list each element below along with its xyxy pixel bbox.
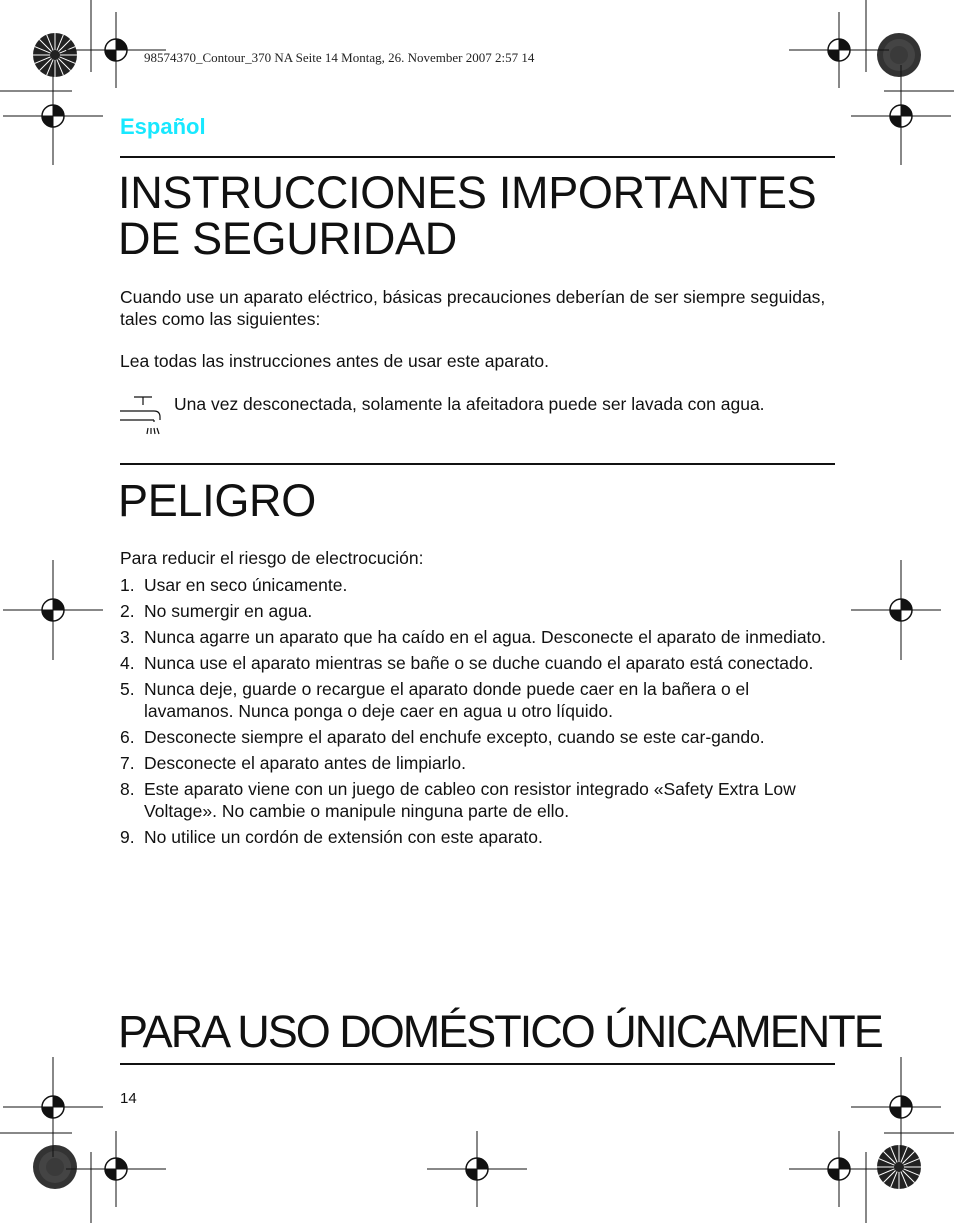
list-item-number: 1. [120,575,135,595]
list-item-number: 7. [120,753,135,773]
list-item-number: 2. [120,601,135,621]
list-item [120,752,840,774]
print-slug: 98574370_Contour_370 NA Seite 14 Montag, 26. November 2007 2:57 14 [144,50,535,65]
danger-intro: Para reducir el riesgo de electrocución: [120,548,424,568]
list-item [120,652,840,674]
title-line-1: INSTRUCCIONES IMPORTANTES [118,167,817,218]
divider [120,1063,835,1065]
list-item-number: 3. [120,627,135,647]
washable-notice-text: Una vez desconectada, solamente la afeitadora puede ser lavada con agua. [174,394,765,414]
language-heading: Español [120,114,206,139]
danger-heading: PELIGRO [118,475,316,526]
list-item [120,574,840,596]
read-all-paragraph: Lea todas las instrucciones antes de usar este aparato. [120,351,550,371]
list-item-text: Usar en seco únicamente. [144,575,348,595]
list-item-number: 9. [120,827,135,847]
danger-list [120,574,840,852]
divider [120,156,835,158]
list-item [120,778,840,822]
faucet-washable-icon [118,396,164,438]
list-item-text: Desconecte siempre el aparato del enchufe excepto, cuando se este car-gando. [144,727,765,747]
list-item-text: Nunca deje, guarde o recargue el aparato donde puede caer en la bañera o el lavamanos. Nunca ponga o deje caer en agua u otro líquido. [144,679,750,721]
list-item-text: Nunca use el aparato mientras se bañe o se duche cuando el aparato está conectado. [144,653,814,673]
list-item [120,626,840,648]
list-item [120,678,840,722]
list-item [120,826,840,848]
page-number: 14 [120,1090,137,1107]
list-item-number: 4. [120,653,135,673]
title-line-2: DE SEGURIDAD [118,213,457,264]
list-item-number: 5. [120,679,135,699]
list-item-text: No sumergir en agua. [144,601,313,621]
list-item [120,726,840,748]
list-item-number: 6. [120,727,135,747]
divider [120,463,835,465]
intro-paragraph: Cuando use un aparato eléctrico, básicas precauciones deberían de ser siempre seguidas, tales como las siguientes: [120,287,826,329]
page-title [118,167,817,264]
list-item [120,600,840,622]
list-item-number: 8. [120,779,135,799]
list-item-text: Desconecte el aparato antes de limpiarlo. [144,753,466,773]
footer-heading: PARA USO DOMÉSTICO ÚNICAMENTE [118,1006,882,1057]
list-item-text: Nunca agarre un aparato que ha caído en el agua. Desconecte el aparato de inmediato. [144,627,827,647]
list-item-text: Este aparato viene con un juego de cableo con resistor integrado «Safety Extra Low Voltage». No cambie o manipule ninguna parte de ello. [144,779,796,821]
list-item-text: No utilice un cordón de extensión con este aparato. [144,827,543,847]
